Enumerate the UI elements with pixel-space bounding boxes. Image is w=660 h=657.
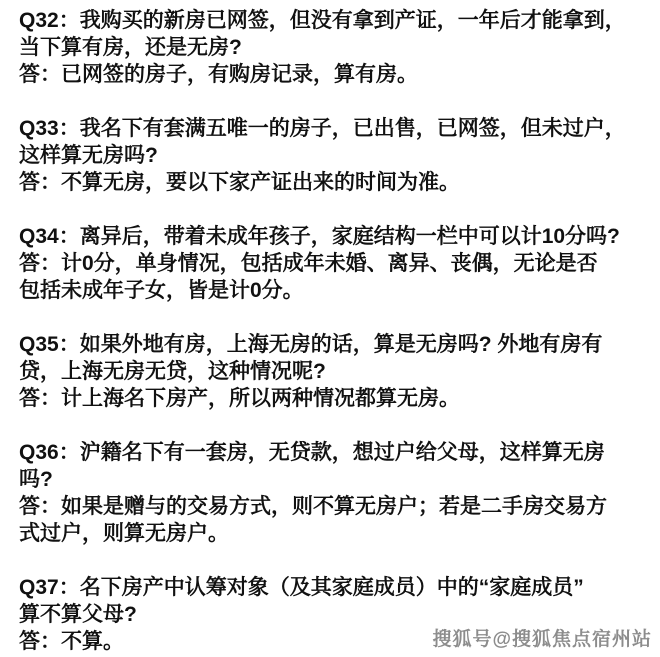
sohu-watermark: 搜狐号@搜狐焦点宿州站 (432, 629, 652, 650)
answer-line: 答：如果是赠与的交易方式，则不算无房户；若是二手房交易方 (19, 495, 607, 518)
question-line: 这样算无房吗? (19, 144, 158, 167)
answer-line: 答：不算无房，要以下家产证出来的时间为准。 (19, 171, 460, 194)
qa-block-q33 (19, 115, 656, 196)
question-line: Q37：名下房产中认筹对象（及其家庭成员）中的“家庭成员” (19, 576, 584, 599)
answer-line: 答：已网签的房子，有购房记录，算有房。 (19, 63, 418, 86)
question-line: 贷，上海无房无贷，这种情况呢? (19, 360, 326, 383)
qa-block-q34 (19, 223, 656, 304)
question-line: Q36：沪籍名下有一套房，无贷款，想过户给父母，这样算无房 (19, 441, 605, 464)
question-line: Q34：离异后，带着未成年孩子，家庭结构一栏中可以计10分吗? (19, 225, 620, 248)
answer-line: 答：不算。 (19, 630, 124, 653)
question-line: 吗? (19, 468, 53, 491)
qa-block-q35 (19, 331, 656, 412)
answer-line: 答：计上海名下房产，所以两种情况都算无房。 (19, 387, 460, 410)
qa-block-q32 (19, 7, 656, 88)
question-line: Q33：我名下有套满五唯一的房子，已出售，已网签，但未过户， (19, 117, 626, 140)
answer-line: 包括未成年子女，皆是计0分。 (19, 279, 304, 302)
question-line: Q35：如果外地有房，上海无房的话，算是无房吗? 外地有房有 (19, 333, 603, 356)
question-line: Q32：我购买的新房已网签，但没有拿到产证，一年后才能拿到， (19, 9, 626, 32)
answer-line: 式过户，则算无房户。 (19, 522, 229, 545)
question-line: 算不算父母? (19, 603, 137, 626)
question-line: 当下算有房，还是无房? (19, 36, 242, 59)
qa-block-q36 (19, 439, 656, 547)
answer-line: 答：计0分，单身情况，包括成年未婚、离异、丧偶，无论是否 (19, 252, 598, 275)
